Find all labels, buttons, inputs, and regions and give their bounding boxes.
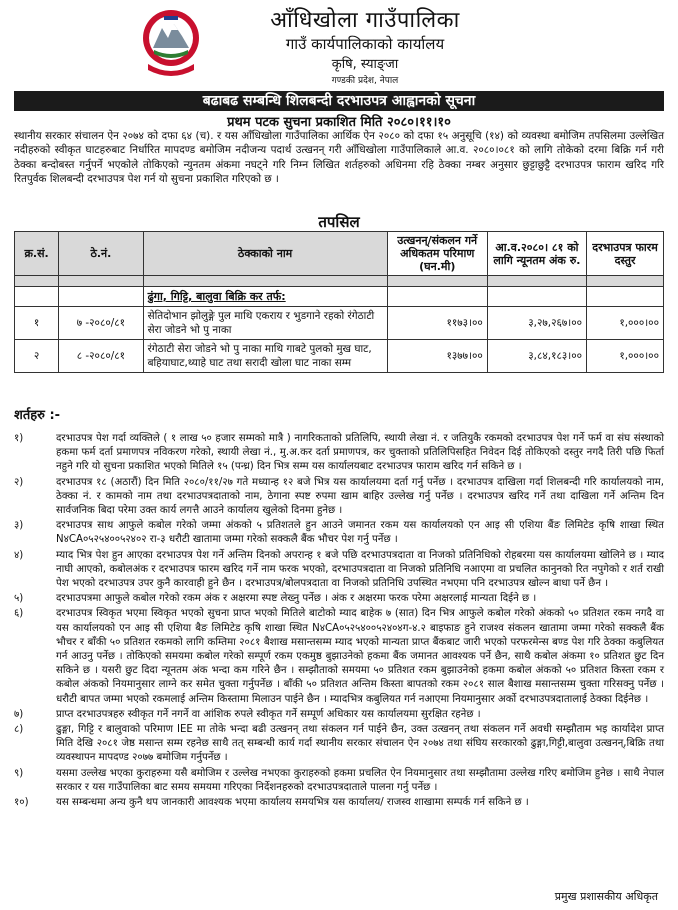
row-name: सेतिदोभान झोलुङ्गे पुल माथि एकराय र भुडगाने रहको रंगेठाटी सेरा जोडने भो पु नाका [143, 307, 387, 340]
term-item [14, 723, 664, 766]
table-spacer-row [15, 276, 664, 287]
term-text: दरभाउपत्र पेश गर्दा व्यक्तिले ( १ लाख ५० हजार सम्मको मात्रै ) नागरिकताको प्रतिलिपि, स्थायी लेखा नं. र जतियुकै रकमको दरभाउपत्र पेश गर्ने फर्म वा संघ संस्थाको हकमा फर्म दर्ता प्रमाणपत्र नविकरण गरेको, स्थायी लेखा नं., मु.अ.कर दर्ता प्रमाणपत्र, कर चुक्ताको प्रतिलिपिसहित निवेदन दिई तोकिएको दस्तुर नगदै तिरी पछि फिर्ता नहुने गरि यो सुचना प्रकाशित भएको मितिले १५ (पन्ध्र) दिन भित्र सम्म यस कार्यालयबाट दरभाउपत्र फाराम खरिद गर्न सकिने छ । [56, 433, 664, 473]
col-quantity-header: उत्खनन्/संकलन गर्ने अधिकतम परिमाण (घन.मी) [387, 232, 487, 276]
term-item [14, 476, 664, 519]
term-number: १०) [14, 797, 29, 809]
table-row [15, 340, 664, 373]
term-text: प्राप्त दरभाउपत्रहरु स्वीकृत गर्ने नगर्ने वा आंशिक रुपले स्वीकृत गर्ने सम्पूर्ण अधिकार यस कार्यालयमा सुरक्षित रहनेछ । [56, 708, 481, 720]
row-contract-no: ७ -२०८०/८१ [59, 307, 143, 340]
term-number: ८) [14, 724, 24, 736]
term-text: म्याद भित्र पेश हुन आएका दरभाउपत्र पेश गर्ने अन्तिम दिनको अपरान्ह १ बजे पछि दरभाउपत्रदाता वा निजको प्रतिनिधिको रोहबरमा यस कार्यालयमा खोलिने छ । म्याद नाघी आएको, कबोलअंक र दरभाउपत्र फारम खरिद गर्ने नाम फरक भएको, दरभाउपत्रदाता वा निजको प्रतिनिधि नआएमा वा प्रचलित कानुनको रित नपुगेको र शर्त राखी पेश भएको दरभाउपत्र उपर कुनै कारवाही हुने छैन । दरभाउपत्र/बोलपत्रदाता वा निजको प्रतिनिधि उपस्थित नभएमा पनि दरभाउपत्र खोल्न बाधा पर्ने छैन । [56, 549, 664, 590]
row-name: रंगेठाटी सेरा जोडने भो पु नाका माथि गाबटे पुलको मुख घाट, बहियाघाट,थ्याहे घाट तथा सरादी खोला घाट नाका सम्म [143, 340, 387, 373]
term-number: ६) [14, 608, 24, 620]
term-item [14, 549, 664, 592]
row-sn: १ [15, 307, 59, 340]
row-min-amount: ३,८४,१८३।०० [487, 340, 586, 373]
term-text: दरभाउपत्र साथ आफुले कबोल गरेको जम्मा अंकको ५ प्रतिशतले हुन आउने जमानत रकम यस कार्यालयको एन आइ सी एशिया बैंङ लिमिटेड कृषि शाखा स्थित N४CA०५२५४००५२४०२ रा-३ धरौटी खातामा जम्मा गरेको सक्कलै बैंक भौचर पेश गर्नु पर्नेछ । [56, 520, 664, 546]
category-label: ढुंगा, गिट्टि, बालुवा बिक्रि कर तर्फ: [143, 287, 387, 307]
office-name: गाउँ कार्यपालिकाको कार्यालय [285, 35, 445, 53]
category-row [15, 287, 664, 307]
term-number: ३) [14, 520, 24, 532]
term-item [14, 767, 664, 795]
term-item [14, 592, 664, 606]
terms-list [14, 432, 664, 811]
col-form-fee-header: दरभाउपत्र फारम दस्तुर [587, 232, 664, 276]
term-number: २) [14, 476, 24, 488]
term-text: दरभाउपत्र स्विकृत भएमा स्विकृत भएको सुचना प्राप्त भएको मितिले बाटोको म्याद बाहेक ७ (सात) दिन भित्र आफुले कबोल गरेको अंकको ५० प्रतिशत रकम नगदै वा यस कार्यालयको एन आइ सी एशिया बैङ लिमिटेड कृषि शाखा स्थित N४CA०५२५४००५२४०४ग-४.२ बाइफाङ हुने राजश्व संकलन खातामा जम्मा गरेको सक्कलै बैंक भौचर र बाँकी ५० प्रतिशत रकमको लागि कम्तिमा २०८१ बैशाख मसान्तसम्म म्याद भएको मान्यता प्राप्त बैंकबाट जारी भएको परफरमेन्स बण्ड पेश गरि ठेक्का कबुलियत गर्न आउनु पर्नेछ । तोकिएको समयमा कबोल गरेको सम्पूर्ण रकम एकमुष्ठ बुझाउनेको हकमा बैंक जमानत आवश्यक पर्ने छैन, साथै कबोल अंकमा १० प्रतिशत छुट दिन सकिने छ । यसरी छुट दिदा न्यूनतम अंक भन्दा कम गरिने छैन । सम्झौताको समयमा ५० प्रतिशत रकम बुझाउनेको हकमा कबोल अंकको ५० प्रतिशत किस्ता रकम र कबोल अंकको नियमानुसार लाग्ने कर समेत चुक्ता गर्नुपर्नेछ । बाँकी ५० प्रतिशत अन्तिम किस्ता बापतको रकम २०८१ साल बैशाख मसान्तसम्म चुक्ता गरिसक्नु पर्नेछ । धरौटी बापत जम्मा भएको रकमलाई अन्तिम किस्तामा मिलाउन पाईने छैन । म्यादभित्र कबुलियत गर्न नआएमा नियमानुसार अर्को दरभाउपत्रदातालाई ठेक्का दिईनेछ । [56, 608, 664, 705]
term-item [14, 708, 664, 722]
notice-title: बढाबढ सम्बन्धि शिलबन्दी दरभाउपत्र आह्वानको सूचना [14, 91, 664, 111]
row-contract-no: ८ -२०८०/८१ [59, 340, 143, 373]
publish-date-line: प्रथम पटक सुचना प्रकाशित मिति २०८०।११।१० [227, 115, 451, 130]
term-number: ५) [14, 593, 24, 605]
row-form-fee: १,०००।०० [587, 307, 664, 340]
term-item [14, 607, 664, 706]
term-text: दरभाउपत्रमा आफुले कबोल गरेको रकम अंक र अक्षरमा स्पष्ट लेख्नु पर्नेछ । अंक र अक्षरमा फरक परेमा अक्षरलाई मान्यता दिईने छ । [56, 593, 537, 605]
nepal-emblem-icon [140, 6, 202, 76]
row-sn: २ [15, 340, 59, 373]
col-contract-no-header: ठे.नं. [59, 232, 143, 276]
term-number: ४) [14, 549, 24, 561]
col-name-header: ठेक्काको नाम [143, 232, 387, 276]
org-name: आँधिखोला गाउँपालिका [270, 8, 460, 33]
term-item [14, 519, 664, 547]
table-row [15, 307, 664, 340]
term-number: ७) [14, 708, 24, 720]
signature-line: प्रमुख प्रशासकीय अधिकृत [554, 890, 658, 903]
table-header-row [15, 232, 664, 276]
row-form-fee: १,०००।०० [587, 340, 664, 373]
col-sn-header: क्र.सं. [15, 232, 59, 276]
term-text: दरभाउपत्र १८ (अठारौं) दिन मिति २०८०/११/२७ गते मध्यान्ह १२ बजे भित्र यस कार्यालयमा दर्ता गर्नु पर्नेछ । दरभाउपत्र दाखिला गर्दा शिलबन्दी गरि कार्यालयको नाम, ठेक्का नं. र कामको नाम तथा दरभाउपत्रदाताको नाम, ठेगाना स्पष्ट रुपमा खाम बाहिर उल्लेख गर्नु पर्नेछ । दरभाउपत्र खरिद गर्ने तथा दाखिला गर्ने अन्तिम दिन सार्वजनिक बिदा परेमा उक्त कार्य लगत्तै आउने कार्यालय खुलेको दिनमा हुनेछ । [56, 476, 664, 517]
term-item [14, 796, 664, 810]
col-min-amount-header: आ.व.२०८०। ८१ को लागि न्यूनतम अंक रु. [487, 232, 586, 276]
contract-table [14, 231, 664, 373]
term-number: ९) [14, 767, 24, 779]
intro-paragraph: स्थानीय सरकार संचालन ऐन २०७४ को दफा ६४ (च). र यस आँधिखोला गाउँपालिका आर्थिक ऐन २०८० को दफा १५ अनुसूचि (१४) को व्यवस्था बमोजिम तपसिलमा उल्लेखित नदीहरुको स्वीकृत घाटहरुबाट निर्धारित मापदण्ड बमोजिम नदीजन्य पदार्थ उत्खनन् गरी आँधिखोला गाउँपालिकाले आ.व. २०८०।०८१ को लागि तोकेको दरमा बिक्रि गर्न गरी ठेक्का बन्दोबस्त गर्नुपर्ने भएकोले तोकिएको न्युनतम अंकमा नघट्ने गरि निम्न लिखित शर्तहरुको अधिनमा रहि ठेक्का नम्बर अनुसार छुट्टाछुट्टै दरभाउपत्र फाराम खरिद गरि रितपुर्वक शिलबन्दी दरभाउपत्र पेश गर्न यो सुचना प्रकाशित गरिएको छ । [14, 130, 664, 185]
term-text: यस सम्बन्धमा अन्य कुनै थप जानकारी आवश्यक भएमा कार्यालय समयभित्र यस कार्यालय/ राजस्व शाखामा सम्पर्क गर्न सकिने छ । [56, 797, 529, 809]
row-quantity: १३७७।०० [387, 340, 487, 373]
term-text: यसमा उल्लेख भएका कुराहरुमा यसै बमोजिम र उल्लेख नभएका कुराहरुको हकमा प्रचलित ऐन नियमानुसार तथा सम्झौतामा उल्लेख गरिए बमोजिम हुनेछ । साथै नेपाल सरकार र यस गाउँपालिका बाट समय समयमा गरिएका निर्देशनहरुको दरभाउपत्रदाताले पालना गर्नु पर्नेछ । [56, 767, 664, 793]
term-item [14, 432, 664, 475]
row-min-amount: ३,२७,२६७।०० [487, 307, 586, 340]
office-location: कृषि, स्याङ्जा [331, 57, 399, 72]
row-quantity: ११७३।०० [387, 307, 487, 340]
term-number: १) [14, 433, 24, 444]
province-line: गण्डकी प्रदेश, नेपाल [331, 76, 399, 86]
term-text: ढुङ्गा, गिट्टि र बालुवाको परिमाण IEE मा तोके भन्दा बढी उत्खनन् तथा संकलन गर्न पाईने छैन, उक्त उत्खनन् तथा संकलन गर्ने अवधी सम्झौताम भइ कार्यादेश प्राप्त मिति देखि २०८१ जेष्ठ मसान्त सम्म रहनेछ साथै तत् सम्बन्धी कार्य गर्दा स्थानीय सरकार संचालन ऐन २०७४ तथा संघिय सरकारको ढुङ्गा,गिट्टी,बालुवा उत्खनन्,बिक्रि तथा व्यवस्थापन मापदण्ड २०७७ बमोजिम गर्नुपर्नेछ । [56, 724, 664, 764]
schedule-heading: तपसिल [318, 213, 360, 231]
terms-heading: शर्तहरु :- [14, 408, 61, 423]
